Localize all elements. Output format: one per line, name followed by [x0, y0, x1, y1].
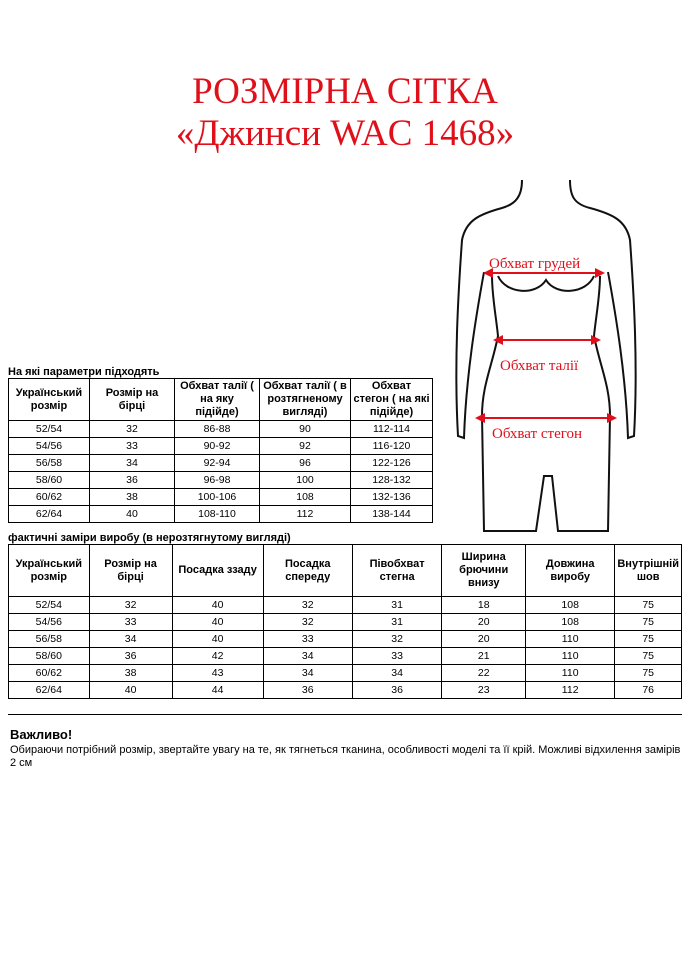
column-header: Обхват стегон ( на які підійде)	[351, 379, 433, 421]
table-cell: 32	[352, 631, 442, 648]
table-cell: 40	[90, 506, 175, 523]
table-cell: 108	[526, 614, 615, 631]
table-cell: 36	[263, 682, 352, 699]
measure-lines	[480, 273, 612, 418]
table-cell: 108	[526, 597, 615, 614]
hips-label: Обхват стегон	[492, 426, 583, 442]
column-header: Розмір на бірці	[90, 379, 175, 421]
column-header: Український розмір	[9, 379, 90, 421]
measure-table-caption: фактичні заміри виробу (в нерозтягнутому вигляді)	[8, 532, 291, 544]
table-cell: 20	[442, 631, 526, 648]
table-cell: 21	[442, 648, 526, 665]
note-text: Обираючи потрібний розмір, звертайте увагу на те, як тягнеться тканина, особливості моделі та її крій. Можливі відхилення замірів 2 см	[10, 744, 681, 769]
table-cell: 112-114	[351, 421, 433, 438]
table-cell: 18	[442, 597, 526, 614]
table-cell: 75	[615, 648, 682, 665]
column-header: Український розмір	[9, 545, 90, 597]
table-cell: 38	[90, 489, 175, 506]
table-cell: 36	[90, 472, 175, 489]
table-cell: 62/64	[9, 682, 90, 699]
table-cell: 40	[172, 631, 263, 648]
table-row	[9, 631, 682, 648]
table-cell: 33	[89, 614, 172, 631]
measure-table-header	[9, 545, 682, 597]
page-title: РОЗМІРНА СІТКА	[192, 71, 498, 112]
column-header: Півобхват стегна	[352, 545, 442, 597]
column-header: Посадка спереду	[263, 545, 352, 597]
measure-table	[8, 544, 682, 699]
table-cell: 138-144	[351, 506, 433, 523]
table-cell: 54/56	[9, 614, 90, 631]
table-cell: 52/54	[9, 421, 90, 438]
table-cell: 56/58	[9, 631, 90, 648]
table-cell: 34	[263, 665, 352, 682]
table-cell: 31	[352, 597, 442, 614]
table-cell: 43	[172, 665, 263, 682]
table-cell: 32	[263, 614, 352, 631]
waist-label: Обхват талії	[500, 358, 579, 374]
table-cell: 54/56	[9, 438, 90, 455]
table-cell: 75	[615, 597, 682, 614]
table-cell: 32	[263, 597, 352, 614]
table-cell: 34	[90, 455, 175, 472]
column-header: Ширина брючини внизу	[442, 545, 526, 597]
table-cell: 32	[89, 597, 172, 614]
table-cell: 90-92	[175, 438, 260, 455]
table-row	[9, 455, 433, 472]
table-cell: 34	[263, 648, 352, 665]
table-row	[9, 506, 433, 523]
chest-label: Обхват грудей	[489, 256, 581, 272]
note-heading: Важливо!	[10, 727, 73, 742]
silhouette-outline	[456, 180, 635, 531]
body-silhouette-figure	[440, 176, 670, 536]
table-cell: 33	[352, 648, 442, 665]
table-cell: 100	[260, 472, 351, 489]
table-cell: 40	[89, 682, 172, 699]
params-table-caption: На які параметри підходять	[8, 366, 160, 378]
params-table-header	[9, 379, 433, 421]
column-header: Внутрішній шов	[615, 545, 682, 597]
table-cell: 52/54	[9, 597, 90, 614]
table-cell: 58/60	[9, 648, 90, 665]
table-cell: 75	[615, 631, 682, 648]
column-header: Посадка ззаду	[172, 545, 263, 597]
table-cell: 34	[352, 665, 442, 682]
table-cell: 33	[263, 631, 352, 648]
table-cell: 128-132	[351, 472, 433, 489]
table-cell: 110	[526, 665, 615, 682]
table-cell: 40	[172, 614, 263, 631]
table-row	[9, 614, 682, 631]
divider	[8, 714, 682, 715]
table-cell: 112	[260, 506, 351, 523]
table-cell: 100-106	[175, 489, 260, 506]
table-cell: 32	[90, 421, 175, 438]
table-cell: 110	[526, 631, 615, 648]
table-cell: 36	[89, 648, 172, 665]
table-cell: 75	[615, 665, 682, 682]
table-row	[9, 438, 433, 455]
table-row	[9, 472, 433, 489]
column-header: Обхват талії ( в розтягненому вигляді)	[260, 379, 351, 421]
column-header: Розмір на бірці	[89, 545, 172, 597]
column-header: Довжина виробу	[526, 545, 615, 597]
table-cell: 62/64	[9, 506, 90, 523]
table-cell: 110	[526, 648, 615, 665]
table-cell: 76	[615, 682, 682, 699]
table-cell: 31	[352, 614, 442, 631]
table-cell: 34	[89, 631, 172, 648]
table-cell: 122-126	[351, 455, 433, 472]
table-cell: 86-88	[175, 421, 260, 438]
table-cell: 36	[352, 682, 442, 699]
table-cell: 96	[260, 455, 351, 472]
table-cell: 116-120	[351, 438, 433, 455]
table-cell: 33	[90, 438, 175, 455]
page-subtitle: «Джинси WAC 1468»	[175, 113, 515, 154]
table-cell: 112	[526, 682, 615, 699]
table-cell: 108-110	[175, 506, 260, 523]
table-cell: 60/62	[9, 665, 90, 682]
table-cell: 38	[89, 665, 172, 682]
table-cell: 92-94	[175, 455, 260, 472]
column-header: Обхват талії ( на яку підійде)	[175, 379, 260, 421]
table-cell: 42	[172, 648, 263, 665]
table-row	[9, 665, 682, 682]
table-cell: 44	[172, 682, 263, 699]
table-row	[9, 648, 682, 665]
table-cell: 132-136	[351, 489, 433, 506]
table-cell: 75	[615, 614, 682, 631]
table-cell: 96-98	[175, 472, 260, 489]
table-cell: 60/62	[9, 489, 90, 506]
table-cell: 92	[260, 438, 351, 455]
table-cell: 90	[260, 421, 351, 438]
table-row	[9, 682, 682, 699]
table-cell: 56/58	[9, 455, 90, 472]
params-table	[8, 378, 433, 523]
table-cell: 108	[260, 489, 351, 506]
table-cell: 22	[442, 665, 526, 682]
table-cell: 23	[442, 682, 526, 699]
table-row	[9, 421, 433, 438]
table-row	[9, 597, 682, 614]
table-cell: 58/60	[9, 472, 90, 489]
table-cell: 40	[172, 597, 263, 614]
table-row	[9, 489, 433, 506]
table-cell: 20	[442, 614, 526, 631]
